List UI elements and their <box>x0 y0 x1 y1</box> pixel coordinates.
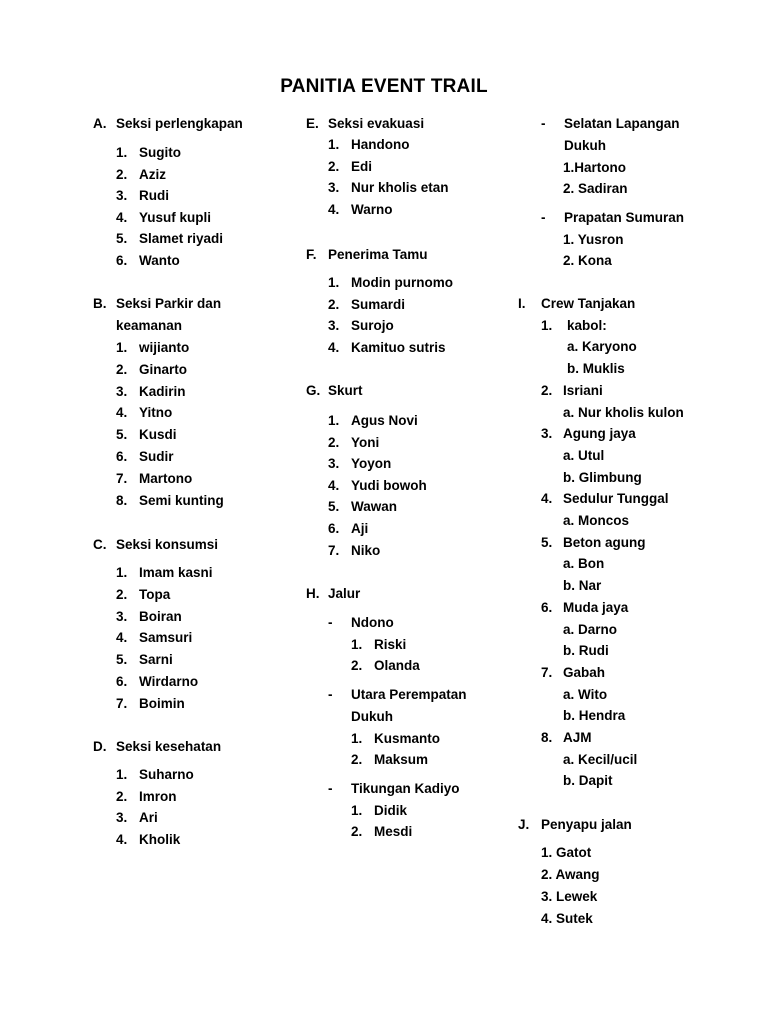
list-number: 4. <box>116 405 128 421</box>
list-number: 7. <box>328 542 340 558</box>
section-marker: B. <box>93 296 107 311</box>
list-item: Kamituo sutris <box>351 340 446 356</box>
list-number: 3. <box>328 318 340 334</box>
list-item: 3. Lewek <box>541 889 598 904</box>
list-number: 1. <box>351 802 363 818</box>
list-number: 3. <box>116 188 128 204</box>
crew-member: b. Dapit <box>563 773 613 789</box>
page-title: PANITIA EVENT TRAIL <box>280 76 488 97</box>
list-number: 1. <box>328 413 340 428</box>
list-number: 2. <box>351 824 363 840</box>
list-number: 2. <box>351 752 363 768</box>
list-number: 3. <box>328 456 340 472</box>
list-item: Didik <box>374 802 408 818</box>
list-number: 1. <box>328 137 340 152</box>
list-number: 5. <box>541 534 553 550</box>
list-number: 2. <box>116 586 128 602</box>
list-number: 4. <box>541 491 553 507</box>
list-item: Maksum <box>374 752 429 768</box>
list-item: Slamet riyadi <box>139 231 224 247</box>
list-item: Imam kasni <box>139 565 213 580</box>
list-number: 1. <box>351 730 363 746</box>
list-item: Surojo <box>351 318 394 334</box>
list-item: Semi kunting <box>139 492 224 508</box>
section-marker: G. <box>306 383 321 398</box>
list-item: Martono <box>139 470 193 486</box>
list-number: 4. <box>328 202 340 218</box>
list-number: 2. <box>116 361 128 377</box>
list-number: 3. <box>328 180 340 196</box>
section-heading: Penerima Tamu <box>328 247 428 262</box>
route-name: Dukuh <box>564 138 606 153</box>
crew-member: b. Rudi <box>563 643 609 659</box>
list-item: wijianto <box>139 340 190 355</box>
route-name: Tikungan Kadiyo <box>351 781 460 796</box>
list-item: Suharno <box>139 767 194 782</box>
list-number: 1. <box>328 275 340 290</box>
list-item: 2. Sadiran <box>563 181 628 197</box>
dash-marker: - <box>328 781 333 796</box>
crew-name: AJM <box>563 730 592 745</box>
crew-name: Muda jaya <box>563 599 629 615</box>
list-number: 5. <box>116 231 128 247</box>
crew-name: Agung jaya <box>563 426 636 442</box>
crew-member: a. Wito <box>563 686 608 702</box>
list-number: 2. <box>328 296 340 312</box>
crew-member: a. Moncos <box>563 513 630 528</box>
section-heading: Seksi kesehatan <box>116 739 222 754</box>
list-item: Wawan <box>351 499 398 515</box>
list-item: Yusuf kupli <box>139 209 212 225</box>
list-item: Rudi <box>139 188 169 204</box>
crew-member: a. Karyono <box>567 339 637 355</box>
section-heading: Penyapu jalan <box>541 817 632 832</box>
list-number: 7. <box>541 664 553 680</box>
list-item: Kholik <box>139 831 181 847</box>
dash-marker: - <box>541 210 546 225</box>
list-item: Sugito <box>139 145 181 160</box>
list-item: Yudi bowoh <box>351 477 427 493</box>
list-number: 1. <box>541 317 553 333</box>
section-marker: E. <box>306 116 319 131</box>
route-name: Utara Perempatan <box>351 687 467 702</box>
list-item: Yitno <box>139 405 173 421</box>
section-marker: H. <box>306 586 320 601</box>
list-item: Mesdi <box>374 824 413 840</box>
list-item: Aji <box>351 521 369 536</box>
list-number: 1. <box>116 565 128 580</box>
dash-marker: - <box>328 615 333 630</box>
list-item: Topa <box>139 586 171 602</box>
section-heading: keamanan <box>116 318 183 333</box>
section-heading: Jalur <box>328 586 361 601</box>
list-number: 6. <box>116 674 128 689</box>
crew-name: Beton agung <box>563 534 646 550</box>
section-heading: Crew Tanjakan <box>541 296 636 311</box>
list-item: Imron <box>139 788 177 804</box>
crew-member: b. Glimbung <box>563 469 642 485</box>
section-heading: Seksi perlengkapan <box>116 116 243 131</box>
list-item: 2. Kona <box>563 253 612 269</box>
list-number: 2. <box>116 788 128 804</box>
section-heading: Seksi Parkir dan <box>116 296 222 311</box>
list-item: Kadirin <box>139 383 186 399</box>
list-item: Boimin <box>139 695 185 711</box>
section-marker: D. <box>93 739 107 754</box>
list-number: 3. <box>116 810 128 826</box>
list-number: 5. <box>116 652 128 668</box>
list-item: Handono <box>351 137 410 152</box>
crew-name: kabol: <box>567 317 607 333</box>
list-number: 2. <box>541 382 553 398</box>
list-number: 1. <box>351 636 363 652</box>
list-item: 4. Sutek <box>541 911 593 926</box>
crew-member: a. Bon <box>563 556 605 572</box>
dash-marker: - <box>328 687 333 702</box>
list-number: 1. <box>116 145 128 160</box>
list-item: Sudir <box>139 449 174 464</box>
list-number: 3. <box>116 383 128 399</box>
section-marker: C. <box>93 537 107 552</box>
list-number: 6. <box>116 449 128 464</box>
list-item: 1.Hartono <box>563 159 627 175</box>
list-item: Modin purnomo <box>351 275 453 290</box>
dash-marker: - <box>541 116 546 131</box>
crew-member: b. Nar <box>563 578 602 594</box>
list-item: 1. Gatot <box>541 845 592 860</box>
list-item: Olanda <box>374 658 420 674</box>
section-marker: F. <box>306 247 317 262</box>
list-item: Yoni <box>351 434 380 450</box>
list-item: Ari <box>139 810 158 826</box>
list-item: Wirdarno <box>139 674 199 689</box>
list-number: 7. <box>116 470 128 486</box>
section-marker: I. <box>518 296 526 311</box>
route-name: Ndono <box>351 615 394 630</box>
list-number: 1. <box>116 767 128 782</box>
list-item: Samsuri <box>139 630 193 646</box>
list-item: Warno <box>351 202 393 218</box>
list-item: Boiran <box>139 608 182 624</box>
list-number: 3. <box>116 608 128 624</box>
list-number: 3. <box>541 426 553 442</box>
list-number: 1. <box>116 340 128 355</box>
route-name: Dukuh <box>351 709 393 724</box>
list-item: Aziz <box>139 166 166 182</box>
list-item: Riski <box>374 636 407 652</box>
crew-name: Isriani <box>563 382 603 398</box>
list-item: Sarni <box>139 652 173 668</box>
list-item: Sumardi <box>351 296 406 312</box>
list-item: Ginarto <box>139 361 188 377</box>
list-number: 8. <box>541 730 553 745</box>
list-item: Kusmanto <box>374 730 441 746</box>
section-marker: A. <box>93 116 107 131</box>
section-marker: J. <box>518 817 530 832</box>
list-number: 2. <box>328 158 340 174</box>
list-item: 1. Yusron <box>563 231 624 247</box>
list-number: 6. <box>541 599 553 615</box>
crew-member: b. Hendra <box>563 708 626 724</box>
list-item: Edi <box>351 158 373 174</box>
list-number: 4. <box>116 630 128 646</box>
section-heading: Seksi konsumsi <box>116 537 219 552</box>
list-number: 5. <box>116 427 128 443</box>
route-name: Prapatan Sumuran <box>564 210 685 225</box>
list-item: Nur kholis etan <box>351 180 449 196</box>
route-name: Selatan Lapangan <box>564 116 680 131</box>
list-number: 4. <box>328 477 340 493</box>
list-number: 5. <box>328 499 340 515</box>
crew-name: Sedulur Tunggal <box>563 491 669 507</box>
list-number: 2. <box>328 434 340 450</box>
list-item: Niko <box>351 542 381 558</box>
crew-member: a. Utul <box>563 447 605 463</box>
list-item: Wanto <box>139 253 180 268</box>
section-heading: Skurt <box>328 383 363 398</box>
list-number: 4. <box>116 209 128 225</box>
list-number: 4. <box>328 340 340 356</box>
list-number: 6. <box>328 521 340 536</box>
crew-member: a. Kecil/ucil <box>563 751 638 767</box>
list-number: 6. <box>116 253 128 268</box>
list-number: 7. <box>116 695 128 711</box>
list-number: 8. <box>116 492 128 508</box>
list-number: 4. <box>116 831 128 847</box>
crew-member: b. Muklis <box>567 361 625 377</box>
list-item: 2. Awang <box>541 867 600 882</box>
list-item: Yoyon <box>351 456 392 472</box>
list-number: 2. <box>351 658 363 674</box>
list-number: 2. <box>116 166 128 182</box>
list-item: Agus Novi <box>351 413 418 428</box>
crew-member: a. Darno <box>563 621 618 637</box>
crew-member: a. Nur kholis kulon <box>563 404 684 420</box>
crew-name: Gabah <box>563 664 606 680</box>
list-item: Kusdi <box>139 427 177 443</box>
section-heading: Seksi evakuasi <box>328 116 425 131</box>
